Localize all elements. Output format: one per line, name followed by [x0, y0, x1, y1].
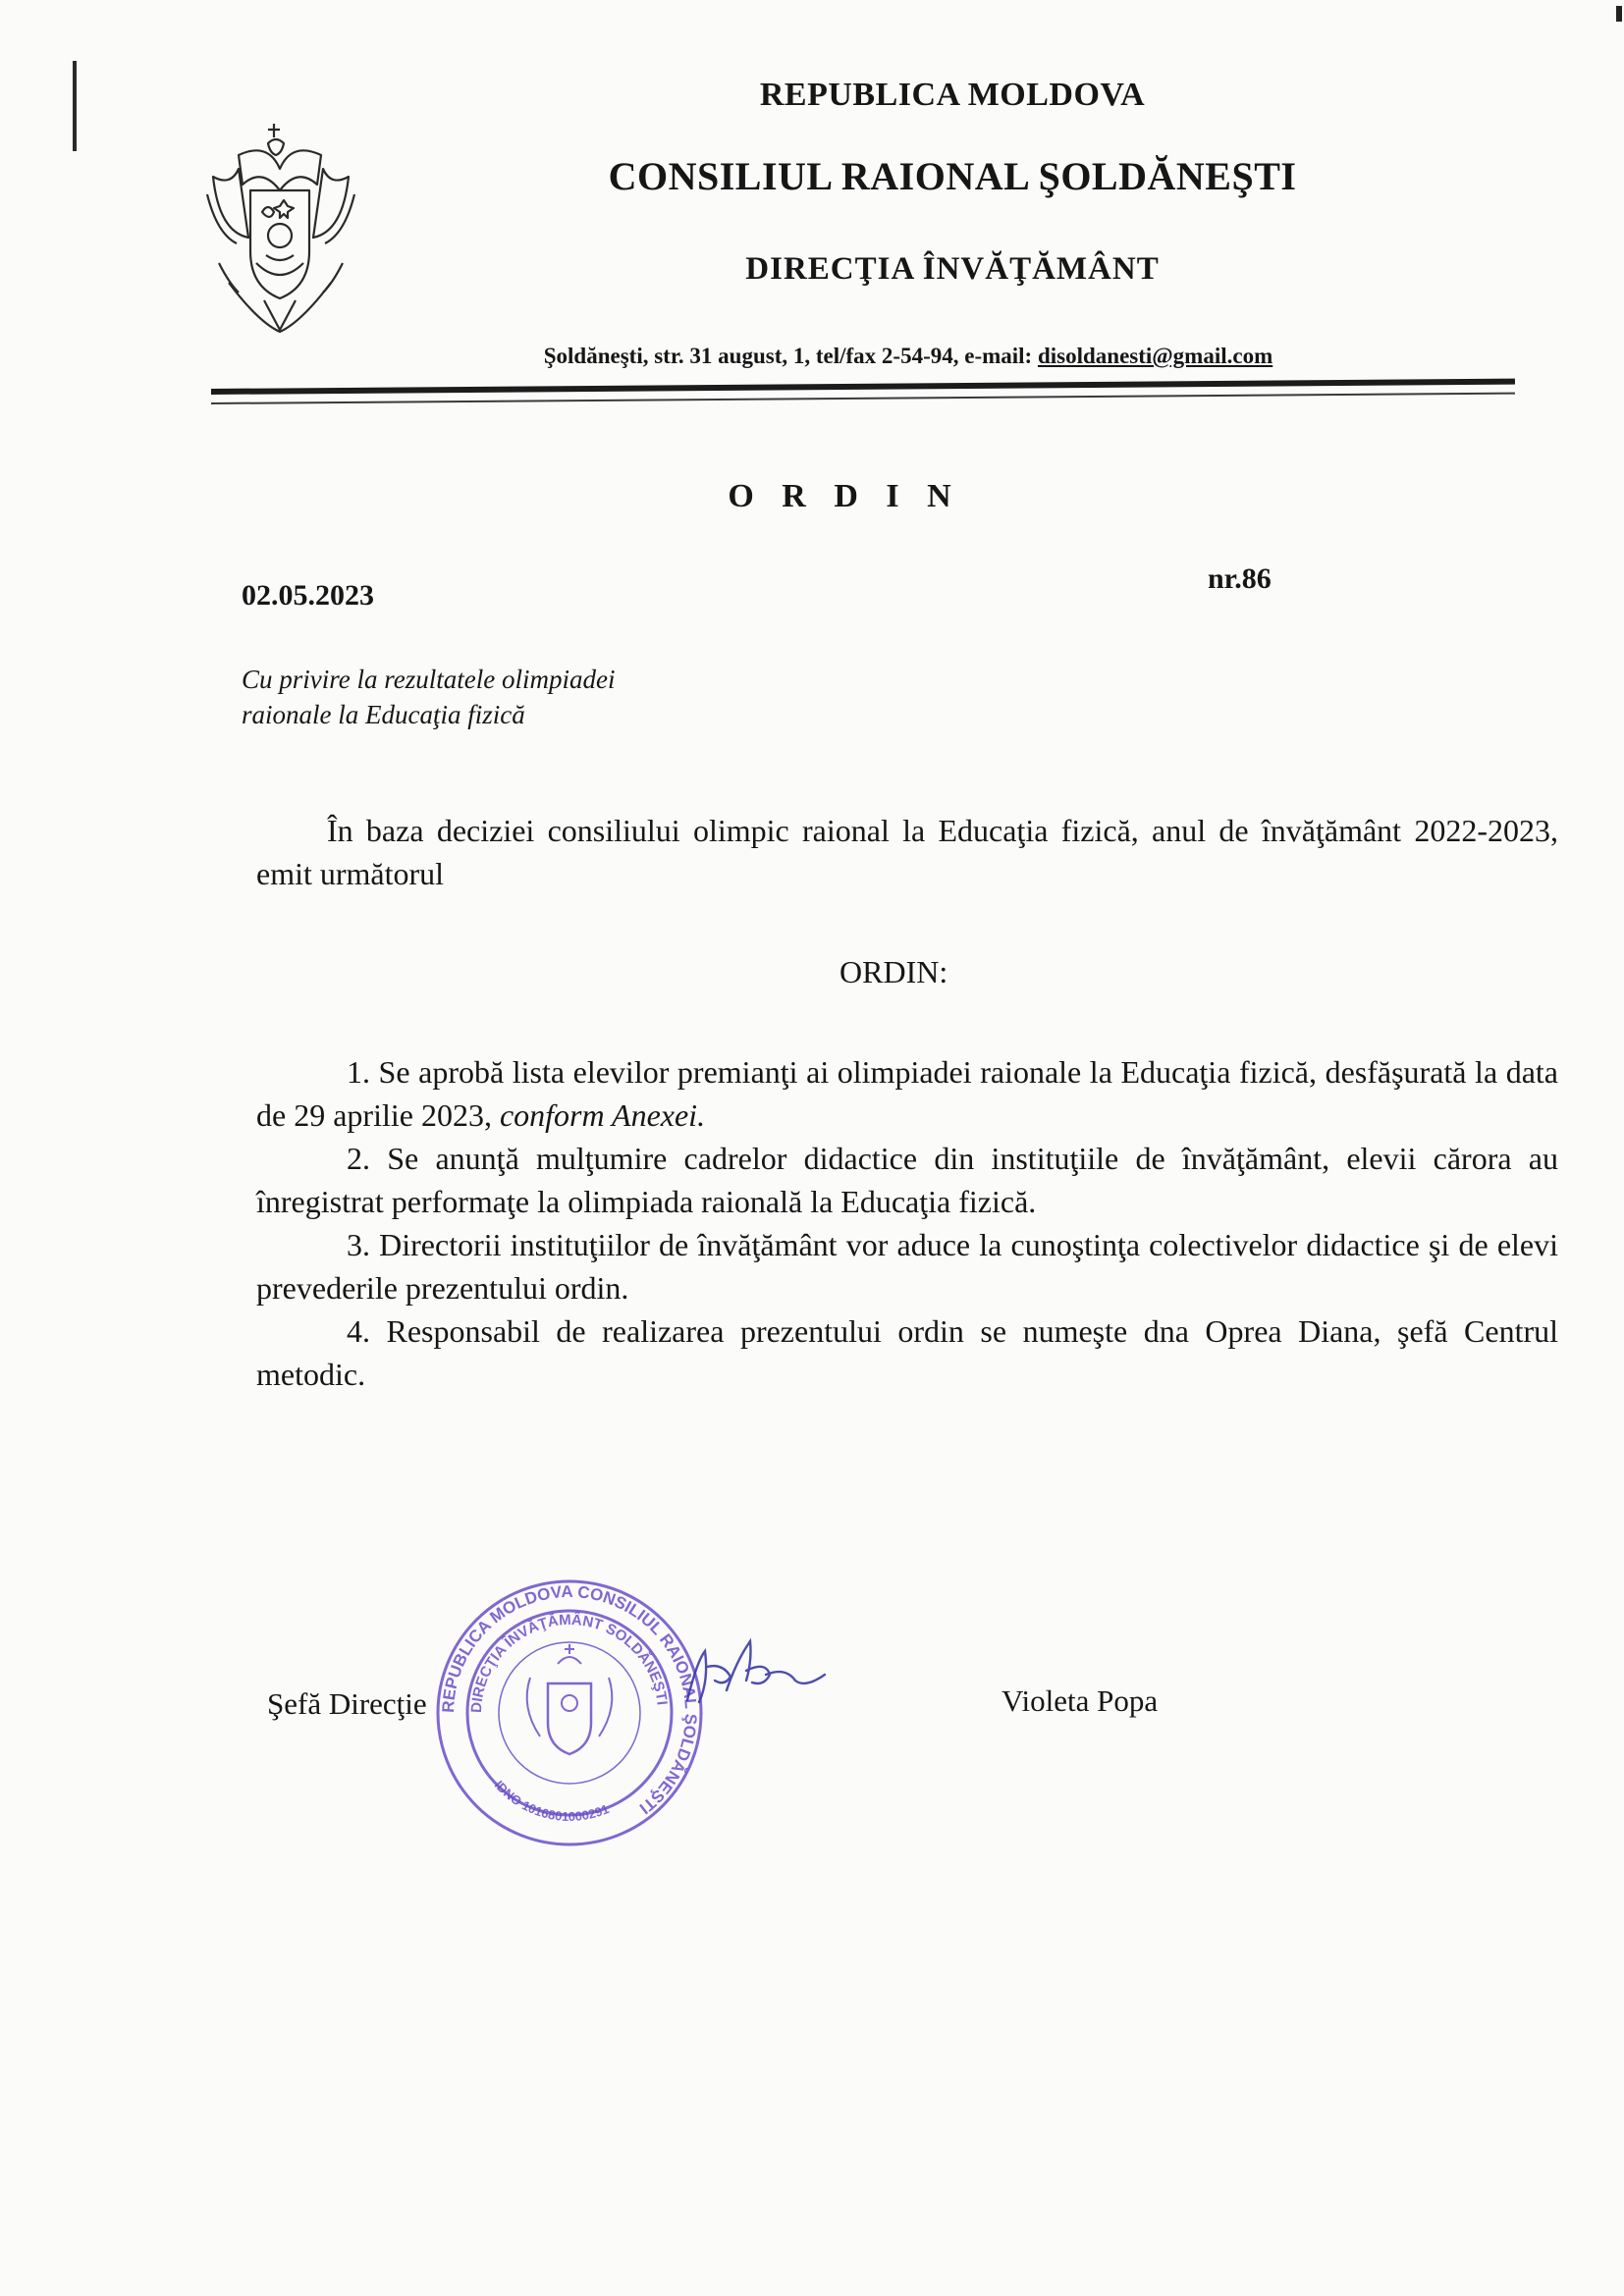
order-item-3: 3. Directorii instituţiilor de învăţământ vor aduce la cunoştinţa colectivelor didactice şi de elevi prevederile prezentului ordin.: [256, 1227, 1558, 1306]
corner-mark: [1616, 6, 1622, 22]
stamp-idno-textpath: IDNO 1016801000291: [491, 1777, 612, 1825]
margin-mark: [73, 61, 77, 151]
order-item-4: 4. Responsabil de realizarea prezentului ordin se numeşte dna Oprea Diana, şefă Centrul metodic.: [256, 1313, 1558, 1392]
stamp-outer-textpath: REPUBLICA MOLDOVA CONSILIUL RAIONAL ŞOLDĂNEŞTI: [438, 1581, 701, 1818]
stamp-inner-textpath: DIRECŢIA ÎNVĂŢĂMÂNT SOLDĂNEŞTI: [467, 1611, 671, 1714]
preamble-paragraph: În baza deciziei consiliului olimpic raional la Educaţia fizică, anul de învăţământ 2022-2023, emit următorul: [256, 813, 1558, 891]
document-title: O R D I N: [728, 478, 961, 514]
header-country: REPUBLICA MOLDOVA: [759, 77, 1146, 113]
header-department: DIRECŢIA ÎNVĂŢĂMÂNT: [745, 251, 1160, 287]
subject-line-1: Cu privire la rezultatele olimpiadei: [242, 665, 616, 694]
stamp-idno: [492, 1778, 612, 1824]
document-number: nr.86: [1208, 562, 1272, 595]
document-date: 02.05.2023: [242, 579, 374, 612]
order-item-1-text: 1. Se aprobă lista elevilor premianţi ai olimpiadei raionale la Educaţia fizică, desfăşurată la data de 29 aprilie 2023,: [256, 1054, 1558, 1133]
signature-role: Şefă Direcţie: [267, 1686, 427, 1721]
header-address: [422, 344, 1394, 369]
subject-line-2: raionale la Educaţia fizică: [242, 700, 525, 729]
annex-reference: conform Anexei.: [499, 1097, 706, 1133]
header-council: CONSILIUL RAIONAL ŞOLDĂNEŞTI: [608, 154, 1297, 198]
order-heading: ORDIN:: [839, 954, 948, 989]
header-rule: [211, 379, 1515, 395]
address-text: Şoldăneşti, str. 31 august, 1, tel/fax 2-54-94, e-mail:: [543, 344, 1038, 368]
document-subject: [242, 662, 791, 732]
signature-name: Violeta Popa: [1001, 1683, 1159, 1718]
handwritten-signature-icon: [668, 1631, 844, 1720]
official-stamp-icon: [432, 1575, 707, 1850]
order-item-2: 2. Se anunţă mulţumire cadrelor didactice din instituţiile de învăţământ, elevii cărora au înregistrat performaţe la olimpiada raională la Educaţia fizică.: [256, 1141, 1558, 1219]
order-item-1: [256, 1050, 1558, 1137]
order-items: [256, 1050, 1558, 1396]
email-link[interactable]: disoldanesti@gmail.com: [1037, 344, 1273, 368]
coat-of-arms-icon: [199, 116, 362, 337]
header-rule-thin: [211, 393, 1515, 404]
